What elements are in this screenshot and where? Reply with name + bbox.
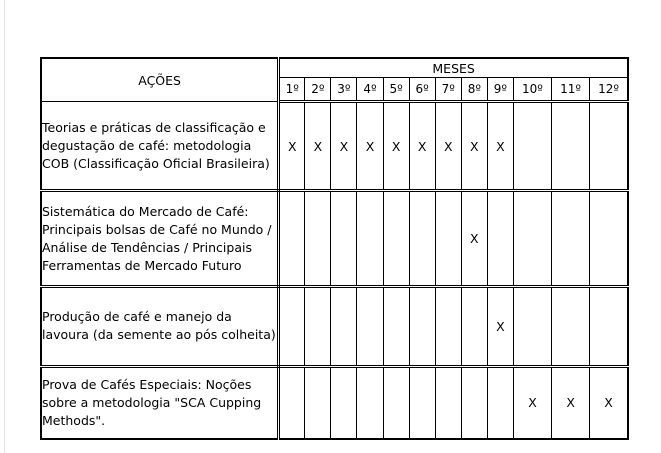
x-mark: X — [391, 138, 401, 154]
month-empty-cell — [279, 366, 305, 439]
month-empty-cell — [279, 287, 305, 366]
table-row — [41, 191, 628, 287]
month-empty-cell — [552, 287, 590, 366]
month-mark-cell — [487, 102, 513, 191]
month-mark-cell — [590, 366, 628, 439]
month-empty-cell — [513, 191, 551, 287]
action-description: Sistemática do Mercado de Café: Principais bolsas de Café no Mundo / Análise de Tendências / Principais Ferramentas de Mercado Futuro — [41, 191, 279, 287]
month-header: 8º — [461, 78, 487, 102]
month-mark-cell — [461, 102, 487, 191]
x-mark: X — [470, 231, 479, 247]
month-empty-cell — [357, 191, 383, 287]
month-empty-cell — [461, 287, 487, 366]
month-empty-cell — [357, 287, 383, 366]
month-mark-cell — [331, 102, 357, 191]
action-description: Prova de Cafés Especiais: Noções sobre a metodologia "SCA Cupping Methods". — [41, 366, 279, 439]
month-empty-cell — [590, 191, 628, 287]
month-empty-cell — [461, 366, 487, 439]
header-row-top — [41, 58, 628, 78]
month-empty-cell — [513, 287, 551, 366]
month-empty-cell — [590, 287, 628, 366]
month-empty-cell — [552, 102, 590, 191]
month-header: 1º — [279, 78, 305, 102]
x-mark: X — [528, 395, 537, 411]
action-description: Teorias e práticas de classificação e degustação de café: metodologia COB (Classificação Oficial Brasileira) — [41, 102, 279, 191]
month-mark-cell — [552, 366, 590, 439]
month-empty-cell — [279, 191, 305, 287]
month-header: 10º — [513, 78, 551, 102]
month-empty-cell — [383, 287, 409, 366]
month-header: 3º — [331, 78, 357, 102]
month-empty-cell — [409, 366, 435, 439]
acoes-header: AÇÕES — [41, 58, 279, 102]
month-mark-cell — [513, 366, 551, 439]
month-mark-cell — [279, 102, 305, 191]
month-empty-cell — [331, 191, 357, 287]
x-mark: X — [496, 138, 505, 154]
month-mark-cell — [435, 102, 461, 191]
month-empty-cell — [590, 102, 628, 191]
month-header: 4º — [357, 78, 383, 102]
month-empty-cell — [383, 191, 409, 287]
month-mark-cell — [305, 102, 331, 191]
month-header: 5º — [383, 78, 409, 102]
month-empty-cell — [331, 366, 357, 439]
page-edge-line — [4, 0, 5, 453]
month-header: 9º — [487, 78, 513, 102]
month-mark-cell — [383, 102, 409, 191]
month-empty-cell — [409, 191, 435, 287]
x-mark: X — [566, 395, 575, 411]
x-mark: X — [470, 138, 479, 154]
x-mark: X — [443, 138, 453, 154]
x-mark: X — [365, 138, 375, 154]
x-mark: X — [339, 138, 349, 154]
month-header: 7º — [435, 78, 461, 102]
table-row — [41, 366, 628, 439]
month-mark-cell — [357, 102, 383, 191]
month-empty-cell — [409, 287, 435, 366]
x-mark: X — [604, 395, 613, 411]
table-row — [41, 287, 628, 366]
month-header: 11º — [552, 78, 590, 102]
month-empty-cell — [487, 191, 513, 287]
month-empty-cell — [552, 191, 590, 287]
month-empty-cell — [487, 366, 513, 439]
schedule-table — [40, 57, 629, 440]
month-empty-cell — [305, 191, 331, 287]
month-mark-cell — [487, 287, 513, 366]
month-empty-cell — [435, 191, 461, 287]
month-empty-cell — [305, 366, 331, 439]
month-header: 2º — [305, 78, 331, 102]
month-empty-cell — [435, 287, 461, 366]
table-row — [41, 102, 628, 191]
month-header: 12º — [590, 78, 628, 102]
x-mark: X — [288, 138, 297, 154]
month-mark-cell — [461, 191, 487, 287]
x-mark: X — [313, 138, 323, 154]
month-empty-cell — [357, 366, 383, 439]
x-mark: X — [417, 138, 427, 154]
meses-header: MESES — [279, 58, 628, 78]
month-mark-cell — [409, 102, 435, 191]
month-empty-cell — [305, 287, 331, 366]
x-mark: X — [496, 318, 505, 334]
month-empty-cell — [513, 102, 551, 191]
action-description: Produção de café e manejo da lavoura (da semente ao pós colheita) — [41, 287, 279, 366]
month-empty-cell — [435, 366, 461, 439]
month-empty-cell — [383, 366, 409, 439]
month-header: 6º — [409, 78, 435, 102]
month-empty-cell — [331, 287, 357, 366]
schedule-body — [41, 102, 628, 440]
